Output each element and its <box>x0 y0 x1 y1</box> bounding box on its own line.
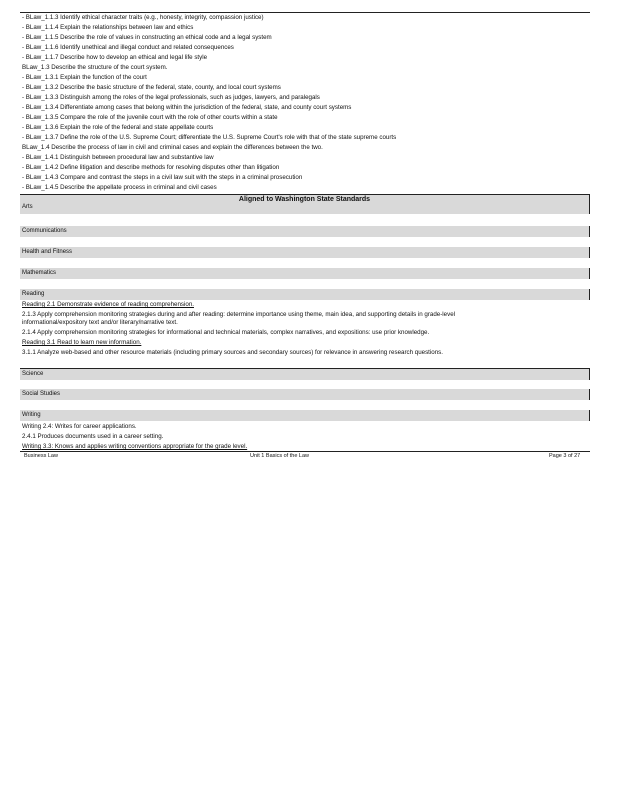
reading-standard-2-1-3: 2.1.3 Apply comprehension monitoring strategies during and after reading: determine importance using theme, main idea, and supporting details in grade-level <box>22 311 456 318</box>
objective-1-3-1: - BLaw_1.3.1 Explain the function of the court <box>22 74 147 81</box>
objective-1-3-6: - BLaw_1.3.6 Explain the role of the federal and state appellate courts <box>22 124 214 131</box>
subject-social-studies: Social Studies <box>20 389 590 400</box>
objective-1-4-3: - BLaw_1.4.3 Compare and contrast the steps in a civil law suit with the steps in a criminal prosecution <box>22 174 303 181</box>
reading-standard-2-1-4: 2.1.4 Apply comprehension monitoring strategies for informational and technical materials, complex narratives, and expositions: use prior knowledge. <box>22 329 430 336</box>
subject-writing: Writing <box>20 410 590 421</box>
subject-arts: Arts <box>22 204 33 210</box>
objective-group-1-3: BLaw_1.3 Describe the structure of the court system. <box>22 64 168 71</box>
footer-page: Page 3 of 27 <box>549 453 581 459</box>
objective-1-4-5: - BLaw_1.4.5 Describe the appellate process in criminal and civil cases <box>22 184 217 191</box>
writing-standard-3-3: Writing 3.3: Knows and applies writing conventions appropriate for the grade level. <box>22 443 248 450</box>
objective-1-1-3: - BLaw_1.1.3 Identify ethical character traits (e.g., honesty, integrity, compassion justice) <box>22 14 264 21</box>
objective-1-3-2: - BLaw_1.3.2 Describe the basic structure of the federal, state, county, and local court systems <box>22 84 281 91</box>
writing-standard-2-4-1: 2.4.1 Produces documents used in a career setting. <box>22 433 164 440</box>
subject-mathematics: Mathematics <box>20 268 590 279</box>
objective-1-3-3: - BLaw_1.3.3 Distinguish among the roles of the legal professionals, such as judges, lawyers, and paralegals <box>22 94 320 101</box>
standards-heading <box>20 194 590 214</box>
footer-course: Business Law <box>24 453 58 459</box>
objective-1-1-4: - BLaw_1.1.4 Explain the relationships between law and ethics <box>22 24 194 31</box>
footer-rule <box>20 451 590 452</box>
objective-1-1-7: - BLaw_1.1.7 Describe how to develop an ethical and legal life style <box>22 54 208 61</box>
objective-1-4-1: - BLaw_1.4.1 Distinguish between procedural law and substantive law <box>22 154 214 161</box>
reading-standard-2-1: Reading 2.1 Demonstrate evidence of reading comprehension. <box>22 301 194 308</box>
standards-heading-title: Aligned to Washington State Standards <box>238 196 371 203</box>
objective-1-3-4: - BLaw_1.3.4 Differentiate among cases that belong within the jurisdiction of the federal, state, and county court systems <box>22 104 352 111</box>
subject-reading: Reading <box>20 289 590 300</box>
objective-1-3-5: - BLaw_1.3.5 Compare the role of the juvenile court with the role of other courts within a state <box>22 114 278 121</box>
objective-1-3-7: - BLaw_1.3.7 Define the role of the U.S. Supreme Court; differentiate the U.S. Supreme Court's role with that of the state supreme courts <box>22 134 397 141</box>
writing-standard-2-4: Writing 2.4: Writes for career applications. <box>22 423 137 430</box>
reading-standard-3-1: Reading 3.1 Read to learn new information. <box>22 339 142 346</box>
objective-1-4-2: - BLaw_1.4.2 Define litigation and describe methods for resolving disputes other than litigation <box>22 164 280 171</box>
reading-standard-3-1-1: 3.1.1 Analyze web-based and other resource materials (including primary sources and secondary sources) for relevance in answering research questions. <box>22 349 443 356</box>
objective-group-1-4: BLaw_1.4 Describe the process of law in civil and criminal cases and explain the differences between the two. <box>22 144 323 151</box>
subject-science: Science <box>20 368 590 380</box>
subject-health-fitness: Health and Fitness <box>20 247 590 258</box>
objective-1-1-5: - BLaw_1.1.5 Describe the role of values in constructing an ethical code and a legal system <box>22 34 272 41</box>
subject-communications: Communications <box>20 226 590 237</box>
footer-unit: Unit 1 Basics of the Law <box>250 453 310 459</box>
reading-standard-2-1-3-cont: informational/expository text and/or literary/narrative text. <box>22 319 178 326</box>
objective-1-1-6: - BLaw_1.1.6 Identify unethical and illegal conduct and related consequences <box>22 44 234 51</box>
